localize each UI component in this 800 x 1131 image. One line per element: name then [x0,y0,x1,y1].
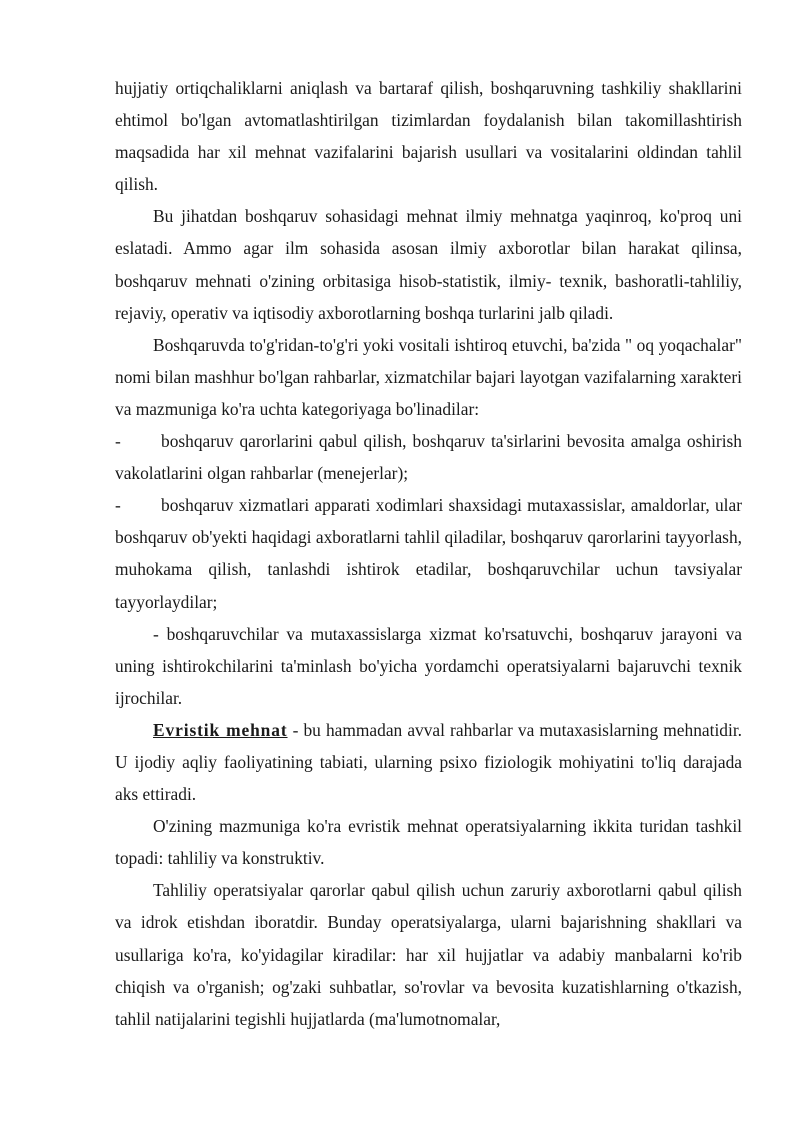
list-item-ijrochilar: - boshqaruvchilar va mutaxassislarga xizmat ko'rsatuvchi, boshqaruv jarayoni va uning ishtirokchilarini ta'minlash bo'yicha yordamchi operatsiyalarni bajaruvchi texnik ijrochilar. [115,623,742,708]
body-text [115,72,742,1035]
paragraph-continuation: hujjatiy ortiqchaliklarni aniqlash va bartaraf qilish, boshqaruvning tashkiliy shakllarini ehtimol bo'lgan avtomatlashtirilgan tizimlardan foydalanish bilan takomillashtirish maqsadida har xil mehnat vazifalarini bajarish usullari va vositalarini oldindan tahlil qilish. [115,78,742,195]
list-item-text: boshqaruv qarorlarini qabul qilish, boshqaruv ta'sirlarini bevosita amalga oshirish vakolatlarini olgan rahbarlar (menejerlar); [115,431,742,484]
list-item-mutaxassislar [115,489,742,617]
paragraph-evristik-mehnat [115,714,742,810]
paragraph-categories-intro: Boshqaruvda to'g'ridan-to'g'ri yoki vositali ishtiroq etuvchi, ba'zida " oq yoqachalar" nomi bilan mashhur bo'lgan rahbarlar, xizmatchilar bajari layotgan vazifalarning xarakteri va mazmuniga ko'ra uchta kategoriyaga bo'linadilar: [115,334,742,419]
list-dash: - [115,495,121,516]
paragraph-boshqaruv-mehnati: Bu jihatdan boshqaruv sohasidagi mehnat ilmiy mehnatga yaqinroq, ko'proq uni eslatadi. Ammo agar ilm sohasida asosan ilmiy axborotlar bilan harakat qilinsa, boshqaruv mehnati o'zining orbitasiga hisob-statistik, ilmiy- texnik, bashoratli-tahliliy, rejaviy, operativ va iqtisodiy axborotlarning boshqa turlarini jalb qiladi. [115,206,742,323]
paragraph-tahliliy-operatsiyalar: Tahliliy operatsiyalar qarorlar qabul qilish uchun zaruriy axborotlarni qabul qilish va idrok etishdan iboratdir. Bunday operatsiyalarga, ularni bajarishning shakllari va usullariga ko'ra, ko'yidagilar kiradilar: har xil hujjatlar va adabiy manbalarni ko'rib chiqish va o'rganish; og'zaki suhbatlar, so'rovlar va bevosita kuzatishlarning o'tkazish, tahlil natijalarini tegishli hujjatlarda (ma'lumotnomalar, [115,880,742,1029]
list-item-text: boshqaruv xizmatlari apparati xodimlari shaxsidagi mutaxassislar, amaldorlar, ular boshqaruv ob'yekti haqidagi axboratlarni tahlil qiladilar, boshqaruv qarorlarini tayyorlash, muhokama qilish, tanlashdi ishtirok etadilar, boshqaruvchilar uchun tavsiyalar tayyorlaydilar; [115,495,742,612]
list-item-rahbarlar [115,425,742,489]
paragraph-operatsiyalar-turlari: O'zining mazmuniga ko'ra evristik mehnat operatsiyalarning ikkita turidan tashkil topadi: tahliliy va konstruktiv. [115,816,742,869]
term-evristik-mehnat: Evristik mehnat [153,719,288,740]
term-definition: - bu hammadan avval rahbarlar va mutaxasislarning mehnatidir. U ijodiy aqliy faoliyatining tabiati, ularning psixo fiziologik mohiyatini to'liq darajada aks ettiradi. [115,719,743,805]
list-dash: - [115,431,121,452]
